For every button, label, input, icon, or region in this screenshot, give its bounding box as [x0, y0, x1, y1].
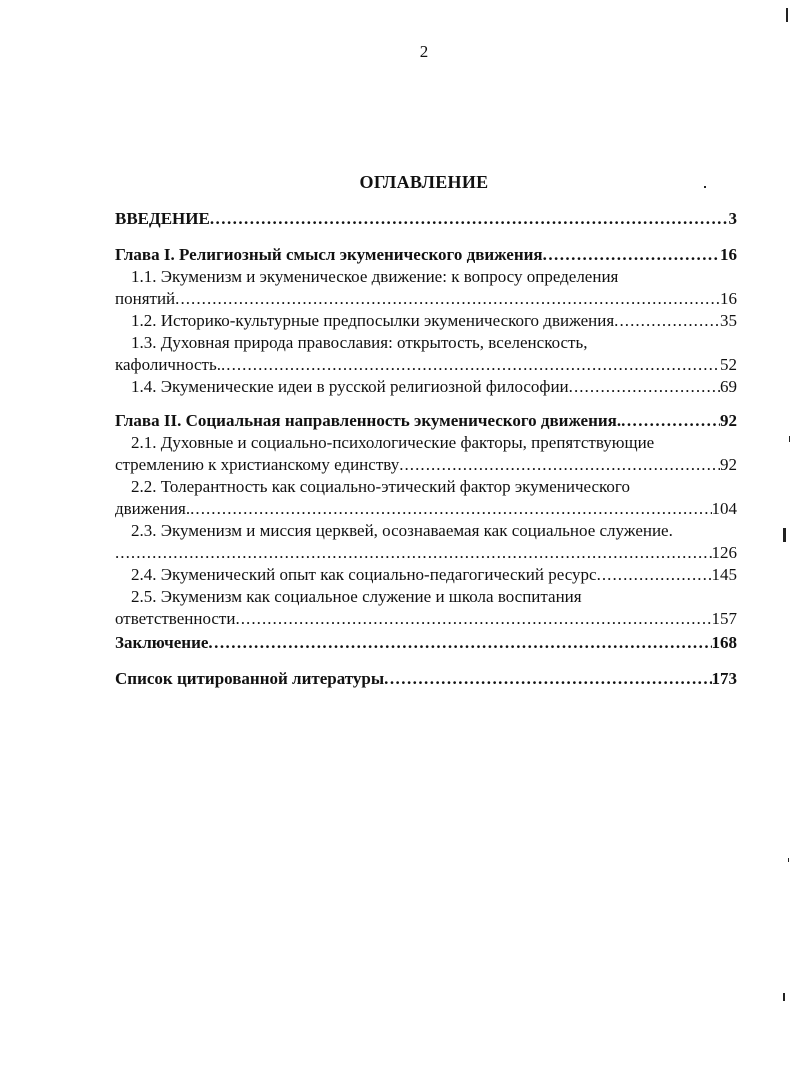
scan-mark: [704, 186, 706, 188]
toc-entry-1-3: [115, 354, 737, 376]
toc-entry-conclusion: [115, 632, 737, 654]
toc-entry-label: 1.4. Экуменические идеи в русской религиозной философии: [131, 377, 569, 396]
toc-entry-1-3-line1: 1.3. Духовная природа православия: открытость, вселенскость,: [131, 333, 588, 352]
dot-leader: [210, 208, 729, 230]
toc-entry-1-4: [131, 376, 737, 398]
toc-entry-label: ВВЕДЕНИЕ: [115, 209, 210, 228]
toc-entry-label: Список цитированной литературы: [115, 669, 385, 688]
toc-entry-label: 2.4. Экуменический опыт как социально-педагогический ресурс: [131, 565, 597, 584]
dot-leader: [543, 244, 720, 266]
toc-entry-page: 52: [720, 355, 737, 374]
toc-entry-label: Заключение: [115, 633, 209, 652]
toc-entry-2-1: [115, 454, 737, 476]
toc-entry-page: 35: [720, 311, 737, 330]
toc-entry-page: 157: [711, 609, 737, 628]
toc-entry-2-3: [115, 542, 737, 564]
toc-entry-page: 16: [720, 245, 737, 264]
dot-leader: [384, 668, 711, 690]
toc-entry-2-5-line1: 2.5. Экуменизм как социальное служение и школа воспитания: [131, 587, 582, 606]
dot-leader: [614, 310, 720, 332]
dot-leader: [597, 564, 712, 586]
toc-entry-page: 104: [711, 499, 737, 518]
toc-entry-label: стремлению к христианскому единству: [115, 455, 400, 474]
toc-entry-1-1: [115, 288, 737, 310]
toc-entry-page: 3: [728, 209, 737, 228]
scan-mark: [783, 528, 786, 542]
dot-leader: [221, 354, 720, 376]
page-number: 2: [419, 42, 429, 61]
toc-entry-2-5: [115, 608, 737, 630]
toc-entry-page: 168: [711, 633, 737, 652]
toc-entry-page: 69: [720, 377, 737, 396]
toc-entry-introduction: [115, 208, 737, 230]
toc-entry-label: понятий: [115, 289, 176, 308]
toc-entry-label: ответственности: [115, 609, 236, 628]
dot-leader: [175, 288, 720, 310]
dot-leader: [569, 376, 720, 398]
toc-entry-page: 145: [711, 565, 737, 584]
dot-leader: [621, 410, 720, 432]
toc-entry-page: 126: [711, 543, 737, 562]
toc-entry-bibliography: [115, 668, 737, 690]
toc-entry-2-4: [131, 564, 737, 586]
toc-entry-label: Глава II. Социальная направленность экуменического движения.: [115, 411, 622, 430]
toc-entry-2-1-line1: 2.1. Духовные и социально-психологические факторы, препятствующие: [131, 433, 655, 452]
dot-leader: [208, 632, 711, 654]
scan-mark: [789, 436, 790, 442]
toc-title: ОГЛАВЛЕНИЕ: [359, 172, 489, 192]
dot-leader: [115, 542, 712, 564]
dot-leader: [235, 608, 711, 630]
toc-entry-2-2: [115, 498, 737, 520]
toc-entry-label: Глава I. Религиозный смысл экуменического движения: [115, 245, 543, 264]
toc-entry-2-2-line1: 2.2. Толерантность как социально-этический фактор экуменического: [131, 477, 630, 496]
toc-entry-1-1-line1: 1.1. Экуменизм и экуменическое движение: к вопросу определения: [131, 267, 619, 286]
toc-entry-page: 92: [720, 455, 737, 474]
toc-entry-chapter-2: [115, 410, 737, 432]
toc-entry-page: 173: [711, 669, 737, 688]
scan-mark: [788, 858, 789, 862]
toc-entry-label: кафоличность.: [115, 355, 221, 374]
toc-entry-1-2: [131, 310, 737, 332]
scan-mark: [786, 8, 788, 22]
dot-leader: [190, 498, 711, 520]
toc-entry-2-3-line1: 2.3. Экуменизм и миссия церквей, осознаваемая как социальное служение.: [131, 521, 673, 540]
toc-entry-page: 16: [720, 289, 737, 308]
toc-entry-page: 92: [720, 411, 737, 430]
toc-entry-label: 1.2. Историко-культурные предпосылки экуменического движения: [131, 311, 615, 330]
toc-entry-label: движения.: [115, 499, 191, 518]
scan-mark: [783, 993, 785, 1001]
dot-leader: [399, 454, 720, 476]
toc-entry-chapter-1: [115, 244, 737, 266]
